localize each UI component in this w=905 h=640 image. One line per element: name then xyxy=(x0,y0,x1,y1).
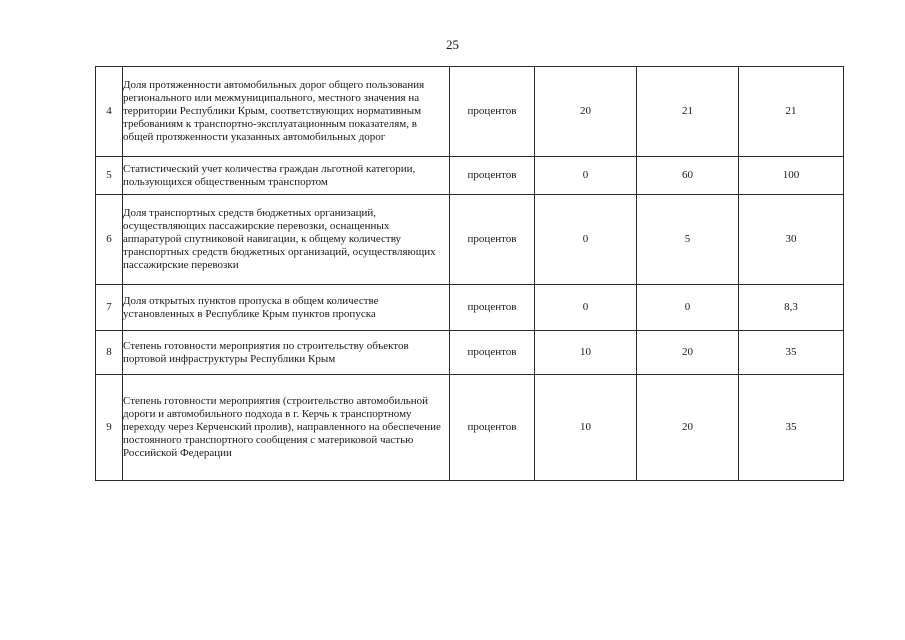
value-cell-1: 10 xyxy=(535,331,637,375)
value-cell-2: 20 xyxy=(637,375,739,481)
value-cell-3: 35 xyxy=(739,331,844,375)
value-cell-1: 10 xyxy=(535,375,637,481)
value-cell-2: 20 xyxy=(637,331,739,375)
row-number: 5 xyxy=(96,157,123,195)
table-row xyxy=(96,375,844,481)
table-row xyxy=(96,67,844,157)
unit-cell: процентов xyxy=(450,331,535,375)
page-number: 25 xyxy=(446,37,459,52)
value-cell-2: 60 xyxy=(637,157,739,195)
value-cell-3: 35 xyxy=(739,375,844,481)
table-row xyxy=(96,157,844,195)
unit-cell: процентов xyxy=(450,195,535,285)
table-row xyxy=(96,285,844,331)
indicator-name: Степень готовности мероприятия по строительству объектов портовой инфраструктуры Республики Крым xyxy=(123,331,450,375)
indicator-name: Доля протяженности автомобильных дорог общего пользования регионального или межмуниципального, местного значения на территории Республики Крым, соответствующих нормативным требованиям к транспортно-эксплуатационным показателям, в общей протяженности указанных автомобильных дорог xyxy=(123,67,450,157)
row-number: 9 xyxy=(96,375,123,481)
value-cell-1: 20 xyxy=(535,67,637,157)
unit-cell: процентов xyxy=(450,157,535,195)
value-cell-1: 0 xyxy=(535,195,637,285)
row-number: 4 xyxy=(96,67,123,157)
unit-cell: процентов xyxy=(450,375,535,481)
indicator-name: Доля открытых пунктов пропуска в общем количестве установленных в Республике Крым пунктов пропуска xyxy=(123,285,450,331)
value-cell-2: 5 xyxy=(637,195,739,285)
indicators-table xyxy=(95,66,844,481)
indicator-name: Статистический учет количества граждан льготной категории, пользующихся общественным транспортом xyxy=(123,157,450,195)
row-number: 7 xyxy=(96,285,123,331)
unit-cell: процентов xyxy=(450,285,535,331)
value-cell-2: 21 xyxy=(637,67,739,157)
unit-cell: процентов xyxy=(450,67,535,157)
table-row xyxy=(96,195,844,285)
value-cell-1: 0 xyxy=(535,157,637,195)
value-cell-3: 21 xyxy=(739,67,844,157)
value-cell-1: 0 xyxy=(535,285,637,331)
value-cell-3: 100 xyxy=(739,157,844,195)
indicator-name: Доля транспортных средств бюджетных организаций, осуществляющих пассажирские перевозки, оснащенных аппаратурой спутниковой навигации, к общему количеству транспортных средств бюджетных организаций, осуществляющих пассажирские перевозки xyxy=(123,195,450,285)
row-number: 8 xyxy=(96,331,123,375)
indicator-name: Степень готовности мероприятия (строительство автомобильной дороги и автомобильного подхода в г. Керчь к транспортному переходу через Керченский пролив), направленного на обеспечение постоянного транспортного сообщения с материковой частью Российской Федерации xyxy=(123,375,450,481)
value-cell-3: 8,3 xyxy=(739,285,844,331)
row-number: 6 xyxy=(96,195,123,285)
table-row xyxy=(96,331,844,375)
value-cell-3: 30 xyxy=(739,195,844,285)
value-cell-2: 0 xyxy=(637,285,739,331)
